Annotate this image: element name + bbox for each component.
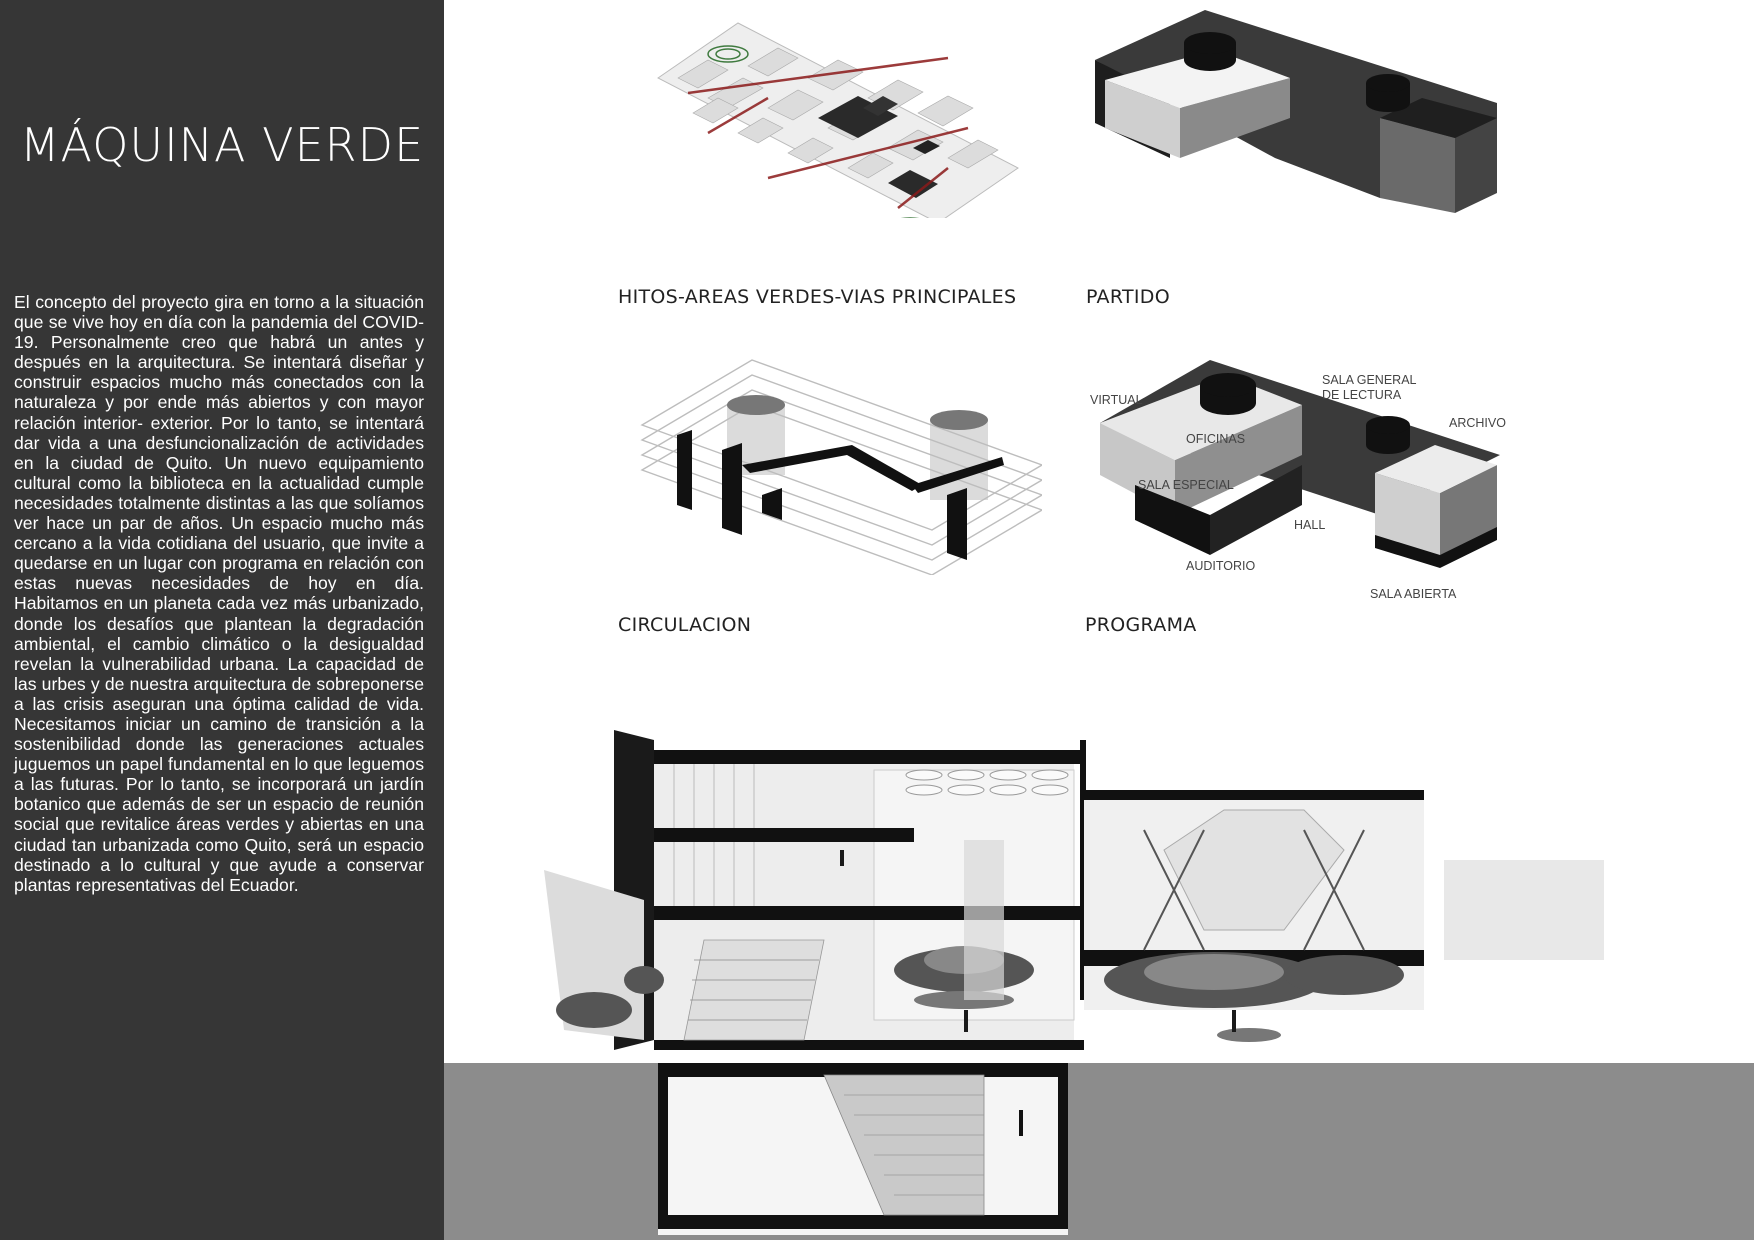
section-perspective bbox=[444, 710, 1754, 1240]
partido-label: PARTIDO bbox=[1086, 286, 1170, 308]
sidebar bbox=[0, 0, 444, 1240]
programa-sala-general-label-1: SALA GENERAL bbox=[1322, 373, 1417, 387]
programa-oficinas-label: OFICINAS bbox=[1186, 432, 1246, 446]
programa-sala-general-label-2: DE LECTURA bbox=[1322, 388, 1402, 402]
programa-label: PROGRAMA bbox=[1085, 614, 1197, 636]
circulacion-label: CIRCULACION bbox=[618, 614, 752, 636]
circulacion-diagram bbox=[632, 355, 1042, 575]
programa-hall-label: HALL bbox=[1294, 518, 1326, 532]
page-title: MÁQUINA VERDE bbox=[19, 118, 425, 172]
site-diagram bbox=[648, 18, 1028, 218]
programa-auditorio-label: AUDITORIO bbox=[1186, 559, 1256, 573]
partido-diagram bbox=[1080, 8, 1500, 228]
programa-virtual-label: VIRTUAL bbox=[1090, 393, 1143, 407]
programa-archivo-label: ARCHIVO bbox=[1449, 416, 1506, 430]
concept-text: El concepto del proyecto gira en torno a la situación que se vive hoy en día con la pandemia del COVID-19. Personalmente creo que habrá un antes y después en la arquitectura. Se intentará diseñar y construir espacios mucho más conectados con la naturaleza y por ende más abiertos y con mayor relación interior- exterior. Por lo tanto, se intentará dar vida a una desfuncionalización de actividades en la ciudad de Quito. Un nuevo equipamiento cultural como la biblioteca en la actualidad cumple necesidades totalmente distintas a las que solíamos ver hace un par de años. Un espacio mucho más cercano a la vida cotidiana del usuario, que invite a quedarse en un lugar con programa en relación con estas nuevas necesidades de hoy en día. Habitamos en un planeta cada vez más urbanizado, donde los desafíos que plantean la degradación ambiental, el cambio climático o la desigualdad revelan la vulnerabilidad urbana. La capacidad de las urbes y de nuestra arquitectura de sobreponerse a las crisis aseguran una óptima calidad de vida. Necesitamos iniciar un camino de transición a la sostenibilidad donde las generaciones actuales juguemos un papel fundamental en lo que leguemos a las futuras. Por lo tanto, se incorporará un jardín botanico que además de ser un espacio de reunión social que revitalice áreas verdes y abiertas en una ciudad tan urbanizada como Quito, será un espacio destinado a lo cultural y que ayude a conservar plantas representativas del Ecuador. bbox=[14, 292, 424, 895]
programa-diagram bbox=[1080, 355, 1500, 595]
programa-sala-abierta-label: SALA ABIERTA bbox=[1370, 587, 1457, 601]
programa-sala-especial-label: SALA ESPECIAL bbox=[1138, 478, 1234, 492]
hitos-label: HITOS-AREAS VERDES-VIAS PRINCIPALES bbox=[618, 286, 1017, 308]
